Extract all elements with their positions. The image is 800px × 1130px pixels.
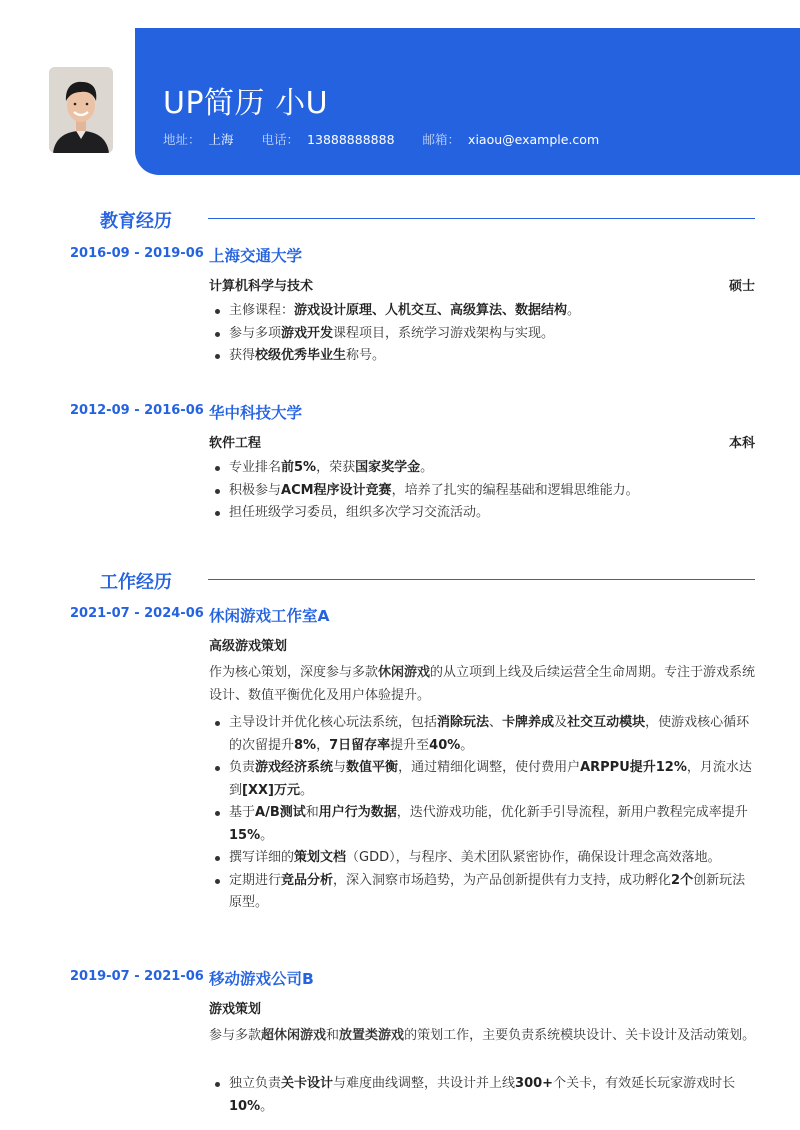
text-segment: 积极参与 — [229, 482, 282, 498]
text-segment: ，培养了扎实的编程基础和逻辑思维能力。 — [391, 482, 639, 498]
emphasized-text: 竞品分析 — [281, 872, 334, 888]
section-divider — [208, 579, 755, 580]
section-title: 教育经历 — [100, 211, 172, 232]
job-description — [209, 1025, 757, 1048]
text-segment: 的从立项到上线及后续运营全生命周期。专注于游戏系统设计、数值平衡优化及用户体验提升。 — [209, 665, 756, 703]
emphasized-text: 消除玩法 — [437, 715, 490, 730]
text-segment: 和 — [305, 805, 319, 820]
text-segment: 称号。 — [346, 348, 386, 363]
emphasized-text: ARPPU提升12% — [580, 760, 687, 775]
degree: 本科 — [728, 436, 755, 451]
contact-address: 地址： 上海 — [163, 132, 234, 147]
text-segment: 作为核心策划，深度参与多款 — [209, 665, 379, 680]
text-segment: 。 — [299, 782, 313, 798]
school-name: 上海交通大学 — [209, 247, 303, 265]
text-segment: 独立负责 — [229, 1076, 282, 1091]
list-item — [209, 757, 757, 802]
candidate-name: UP简历 小U — [163, 86, 329, 121]
emphasized-text: 前5% — [281, 460, 317, 475]
emphasized-text: 2个 — [671, 872, 694, 888]
text-segment: ，使游戏核心循环的次留提升 — [229, 715, 750, 753]
list-item — [209, 300, 757, 323]
text-segment: 。 — [460, 737, 474, 753]
text-segment: 与 — [333, 760, 347, 775]
text-segment: 。 — [260, 1098, 274, 1114]
emphasized-text: 社交互动模块 — [567, 715, 646, 730]
bullet-list — [209, 457, 757, 525]
text-segment: 。 — [260, 827, 274, 843]
list-item — [209, 502, 757, 525]
emphasized-text: 用户行为数据 — [318, 805, 397, 820]
contact-info — [163, 130, 599, 148]
list-item — [209, 712, 757, 757]
text-segment: 和 — [326, 1028, 340, 1043]
job-title: 游戏策划 — [209, 1002, 262, 1017]
text-segment: 主导设计并优化核心玩法系统，包括 — [229, 715, 438, 730]
section-title: 工作经历 — [100, 572, 172, 593]
entry-date: 2012-09 - 2016-06 — [70, 403, 204, 418]
text-segment: ，荣获 — [316, 460, 356, 475]
emphasized-text: 放置类游戏 — [339, 1028, 405, 1043]
text-segment: 的策划工作，主要负责系统模块设计、关卡设计及活动策划。 — [404, 1028, 756, 1043]
text-segment: 主修课程： — [229, 303, 295, 318]
text-segment: 个关卡，有效延长玩家游戏时长 — [553, 1076, 736, 1091]
resume-header — [135, 28, 800, 175]
emphasized-text: 8% — [294, 737, 317, 753]
emphasized-text: 游戏设计原理、人机交互、高级算法、数据结构 — [294, 303, 568, 318]
bullet-list — [209, 712, 757, 915]
text-segment: ，深入洞察市场趋势，为产品创新提供有力支持，成功孵化 — [333, 872, 672, 888]
text-segment: ，通过精细化调整，使付费用户 — [398, 760, 581, 775]
text-segment: 撰写详细的 — [229, 850, 295, 865]
text-segment: 与难度曲线调整，共设计并上线 — [333, 1076, 516, 1091]
contact-email: 邮箱： xiaou@example.com — [422, 132, 600, 147]
bullet-list — [209, 1073, 757, 1118]
emphasized-text: 40% — [429, 737, 461, 753]
work-section-header — [100, 568, 755, 592]
list-item — [209, 802, 757, 847]
emphasized-text: 7日留存率 — [329, 737, 391, 753]
text-segment: ，月流水达到 — [229, 760, 752, 798]
text-segment: 。 — [567, 303, 581, 318]
emphasized-text: 10% — [229, 1098, 261, 1114]
emphasized-text: 策划文档 — [294, 850, 347, 865]
list-item — [209, 870, 757, 915]
major: 软件工程 — [209, 436, 262, 451]
text-segment: 参与多项 — [229, 325, 282, 341]
text-segment: 创新玩法原型。 — [229, 872, 746, 910]
emphasized-text: 卡牌养成 — [502, 715, 555, 730]
emphasized-text: 关卡设计 — [281, 1076, 334, 1091]
company-name: 移动游戏公司B — [209, 970, 314, 988]
emphasized-text: [XX]万元 — [242, 782, 300, 798]
list-item — [209, 323, 757, 346]
emphasized-text: 校级优秀毕业生 — [255, 348, 347, 363]
emphasized-text: 休闲游戏 — [378, 665, 431, 680]
text-segment: 获得 — [229, 348, 256, 363]
education-section-header — [100, 207, 755, 231]
text-segment: 提升至 — [390, 737, 430, 753]
bullet-list — [209, 300, 757, 368]
text-segment: 基于 — [229, 805, 256, 820]
entry-date: 2016-09 - 2019-06 — [70, 246, 204, 261]
emphasized-text: 15% — [229, 827, 261, 843]
emphasized-text: 国家奖学金 — [355, 460, 421, 475]
job-description — [209, 662, 757, 707]
text-segment: 担任班级学习委员，组织多次学习交流活动。 — [229, 505, 490, 520]
company-name: 休闲游戏工作室A — [209, 607, 330, 625]
text-segment: 课程项目，系统学习游戏架构与实现。 — [333, 325, 555, 341]
text-segment: 专业排名 — [229, 460, 282, 475]
text-segment: ，迭代游戏功能，优化新手引导流程，新用户教程完成率提升 — [396, 805, 748, 820]
emphasized-text: ACM程序设计竞赛 — [281, 482, 392, 498]
list-item — [209, 345, 757, 368]
school-name: 华中科技大学 — [209, 404, 303, 422]
text-segment: 参与多款 — [209, 1028, 262, 1043]
emphasized-text: 游戏经济系统 — [255, 760, 334, 775]
emphasized-text: 300+ — [515, 1076, 554, 1091]
text-segment: 、 — [489, 715, 503, 730]
profile-photo — [49, 67, 113, 153]
text-segment: ， — [316, 737, 330, 753]
entry-date: 2019-07 - 2021-06 — [70, 969, 204, 984]
text-segment: 负责 — [229, 760, 256, 775]
major: 计算机科学与技术 — [209, 279, 314, 294]
text-segment: 及 — [554, 715, 568, 730]
list-item — [209, 480, 757, 503]
list-item — [209, 1073, 757, 1118]
emphasized-text: 游戏开发 — [281, 325, 334, 341]
emphasized-text: A/B测试 — [255, 805, 306, 820]
contact-phone: 电话： 13888888888 — [261, 132, 395, 147]
list-item — [209, 847, 757, 870]
list-item — [209, 457, 757, 480]
section-divider — [208, 218, 755, 219]
degree: 硕士 — [728, 279, 755, 294]
text-segment: 。 — [420, 460, 434, 475]
text-segment: 定期进行 — [229, 872, 282, 888]
job-title: 高级游戏策划 — [209, 639, 288, 654]
entry-date: 2021-07 - 2024-06 — [70, 606, 204, 621]
emphasized-text: 超休闲游戏 — [261, 1028, 327, 1043]
emphasized-text: 数值平衡 — [346, 760, 399, 775]
text-segment: （GDD），与程序、美术团队紧密协作，确保设计理念高效落地。 — [346, 850, 721, 865]
